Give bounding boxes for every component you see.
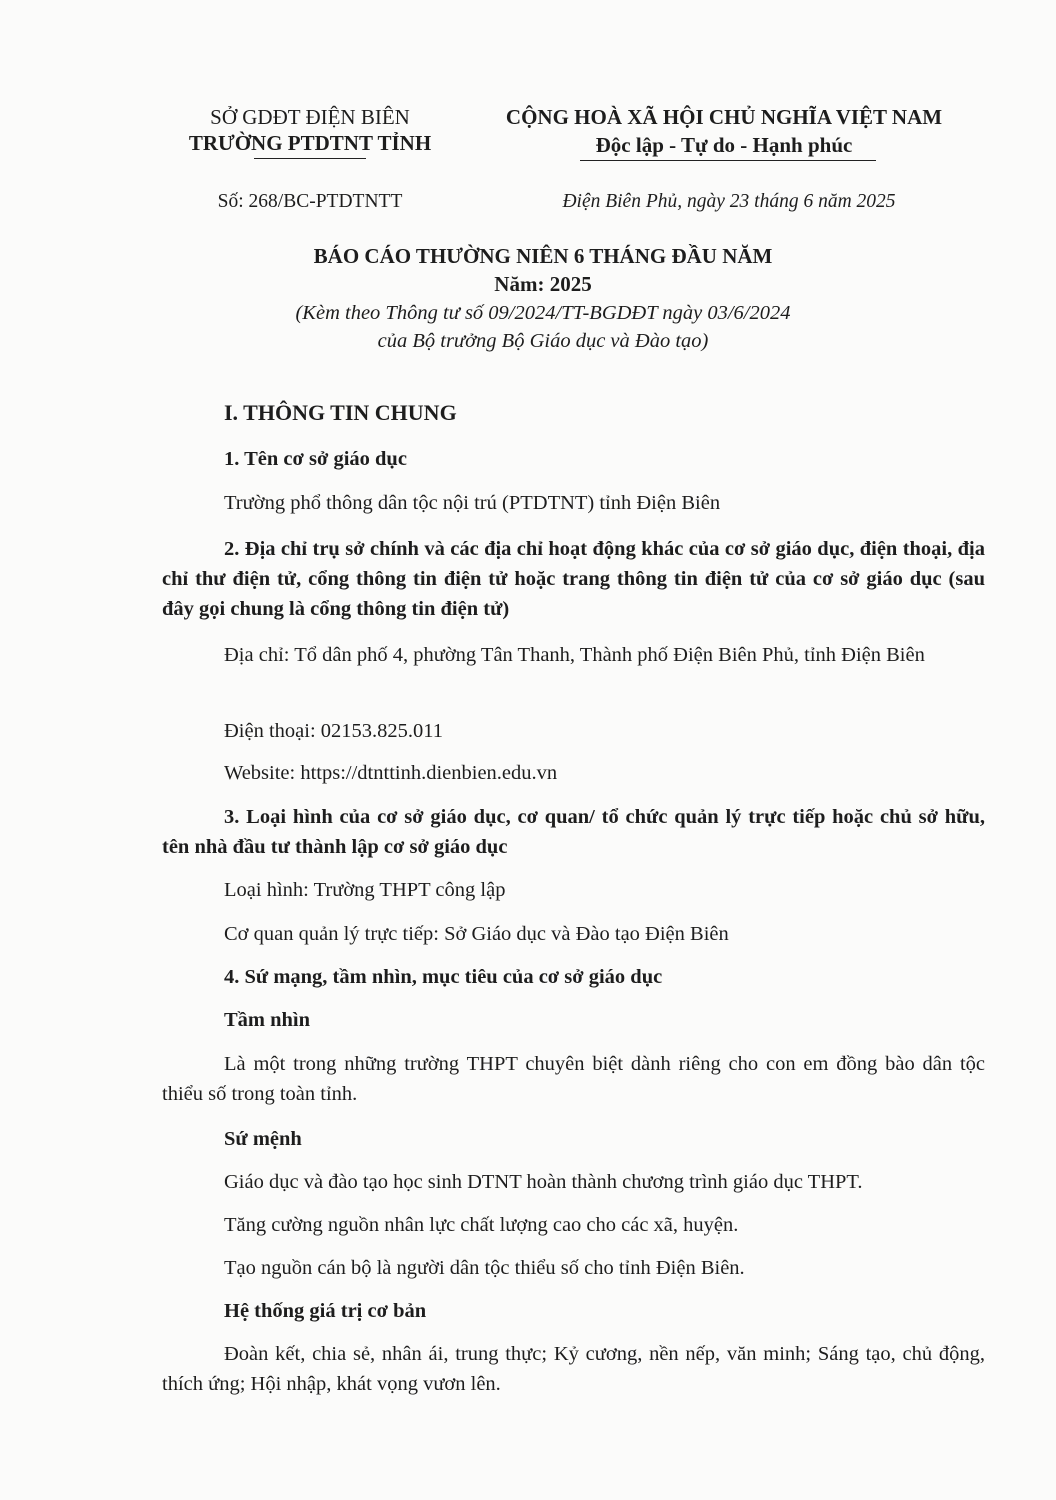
vision-heading: Tầm nhìn xyxy=(224,1009,311,1031)
document-number: Số: 268/BC-PTDTNTT xyxy=(217,191,403,212)
motto-underline xyxy=(580,160,876,161)
school-full-name: Trường phổ thông dân tộc nội trú (PTDTNT) tỉnh Điện Biên xyxy=(224,492,721,514)
report-title: BÁO CÁO THƯỜNG NIÊN 6 THÁNG ĐẦU NĂM xyxy=(313,244,773,268)
item3-heading: 3. Loại hình của cơ sở giáo dục, cơ quan/ tổ chức quản lý trực tiếp hoặc chủ sở hữu, tên nhà đầu tư thành lập cơ sở giáo dục xyxy=(162,806,985,858)
item1-heading: 1. Tên cơ sở giáo dục xyxy=(224,448,407,470)
mission-item: Tăng cường nguồn nhân lực chất lượng cao cho các xã, huyện. xyxy=(224,1214,739,1236)
phone-text: Điện thoại: 02153.825.011 xyxy=(224,720,444,742)
vision-text: Là một trong những trường THPT chuyên biệt dành riêng cho con em đồng bào dân tộc thiểu số trong toàn tỉnh. xyxy=(162,1053,985,1105)
website-text: Website: https://dtnttinh.dienbien.edu.vn xyxy=(224,762,558,784)
school-type-text: Loại hình: Trường THPT công lập xyxy=(224,879,506,901)
school-underline xyxy=(254,158,366,159)
report-reference-line2: của Bộ trưởng Bộ Giáo dục và Đào tạo) xyxy=(377,330,709,352)
place-and-date: Điện Biên Phủ, ngày 23 tháng 6 năm 2025 xyxy=(562,191,896,212)
school-name: TRƯỜNG PTDTNT TỈNH xyxy=(188,131,432,155)
country-name: CỘNG HOÀ XÃ HỘI CHỦ NGHĨA VIỆT NAM xyxy=(505,105,943,129)
mission-heading: Sứ mệnh xyxy=(224,1128,302,1150)
managing-authority-text: Cơ quan quản lý trực tiếp: Sở Giáo dục và Đào tạo Điện Biên xyxy=(224,923,729,945)
report-year: Năm: 2025 xyxy=(494,272,592,296)
report-reference-line1: (Kèm theo Thông tư số 09/2024/TT-BGDĐT ngày 03/6/2024 xyxy=(295,302,791,324)
core-values-text: Đoàn kết, chia sẻ, nhân ái, trung thực; Kỷ cương, nền nếp, văn minh; Sáng tạo, chủ động, thích ứng; Hội nhập, khát vọng vươn lên. xyxy=(162,1343,985,1395)
national-motto: Độc lập - Tự do - Hạnh phúc xyxy=(595,133,853,157)
mission-item: Tạo nguồn cán bộ là người dân tộc thiểu số cho tỉnh Điện Biên. xyxy=(224,1257,745,1279)
item4-heading: 4. Sứ mạng, tầm nhìn, mục tiêu của cơ sở giáo dục xyxy=(224,966,663,988)
address-text: Địa chỉ: Tổ dân phố 4, phường Tân Thanh, Thành phố Điện Biên Phủ, tỉnh Điện Biên xyxy=(224,644,925,666)
department-name: SỞ GDĐT ĐIỆN BIÊN xyxy=(210,105,410,129)
item2-heading: 2. Địa chỉ trụ sở chính và các địa chỉ hoạt động khác của cơ sở giáo dục, điện thoại, địa chỉ thư điện tử, cổng thông tin điện tử hoặc trang thông tin điện tử của cơ sở giáo dục (sau đây gọi chung là cổng thông tin điện tử) xyxy=(162,538,985,620)
section-heading: I. THÔNG TIN CHUNG xyxy=(224,400,457,425)
core-values-heading: Hệ thống giá trị cơ bản xyxy=(224,1300,427,1322)
mission-item: Giáo dục và đào tạo học sinh DTNT hoàn thành chương trình giáo dục THPT. xyxy=(224,1171,863,1193)
